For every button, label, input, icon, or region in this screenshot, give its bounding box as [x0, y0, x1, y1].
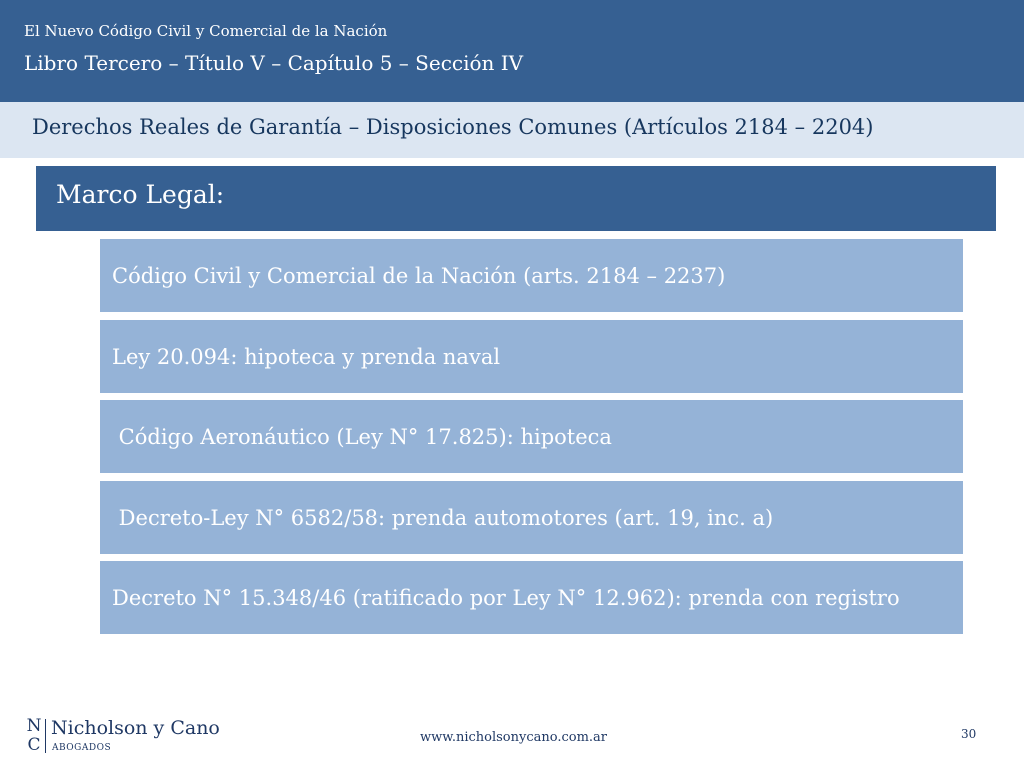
topic-bar: [0, 102, 1024, 158]
logo-name: Nicholson y Cano: [51, 717, 220, 739]
header-title: El Nuevo Código Civil y Comercial de la Nación: [24, 22, 388, 40]
legal-source-item-decreto-15348: Decreto N° 15.348/46 (ratificado por Ley N° 12.962): prenda con registro: [100, 561, 963, 634]
legal-source-item-ley-20094: Ley 20.094: hipoteca y prenda naval: [100, 320, 963, 393]
legal-source-item-aeronautic-code: Código Aeronáutico (Ley N° 17.825): hipoteca: [100, 400, 963, 473]
section-heading-box: [36, 166, 996, 231]
logo-monogram-n: N: [26, 716, 42, 736]
website-url: www.nicholsonycano.com.ar: [420, 730, 608, 745]
logo-divider: [45, 719, 46, 753]
logo-monogram-c: C: [27, 735, 41, 755]
logo-tagline: ABOGADOS: [52, 743, 112, 753]
logo-monogram: [24, 717, 44, 755]
header-subtitle: Libro Tercero – Título V – Capítulo 5 – Sección IV: [24, 51, 524, 75]
slide-header: [0, 0, 1024, 102]
topic-title: Derechos Reales de Garantía – Disposiciones Comunes (Artículos 2184 – 2204): [32, 115, 874, 139]
page-number: 30: [961, 727, 977, 741]
section-heading: Marco Legal:: [56, 180, 225, 209]
legal-source-item-civil-code: Código Civil y Comercial de la Nación (arts. 2184 – 2237): [100, 239, 963, 312]
legal-source-item-decreto-ley-6582: Decreto-Ley N° 6582/58: prenda automotores (art. 19, inc. a): [100, 481, 963, 554]
